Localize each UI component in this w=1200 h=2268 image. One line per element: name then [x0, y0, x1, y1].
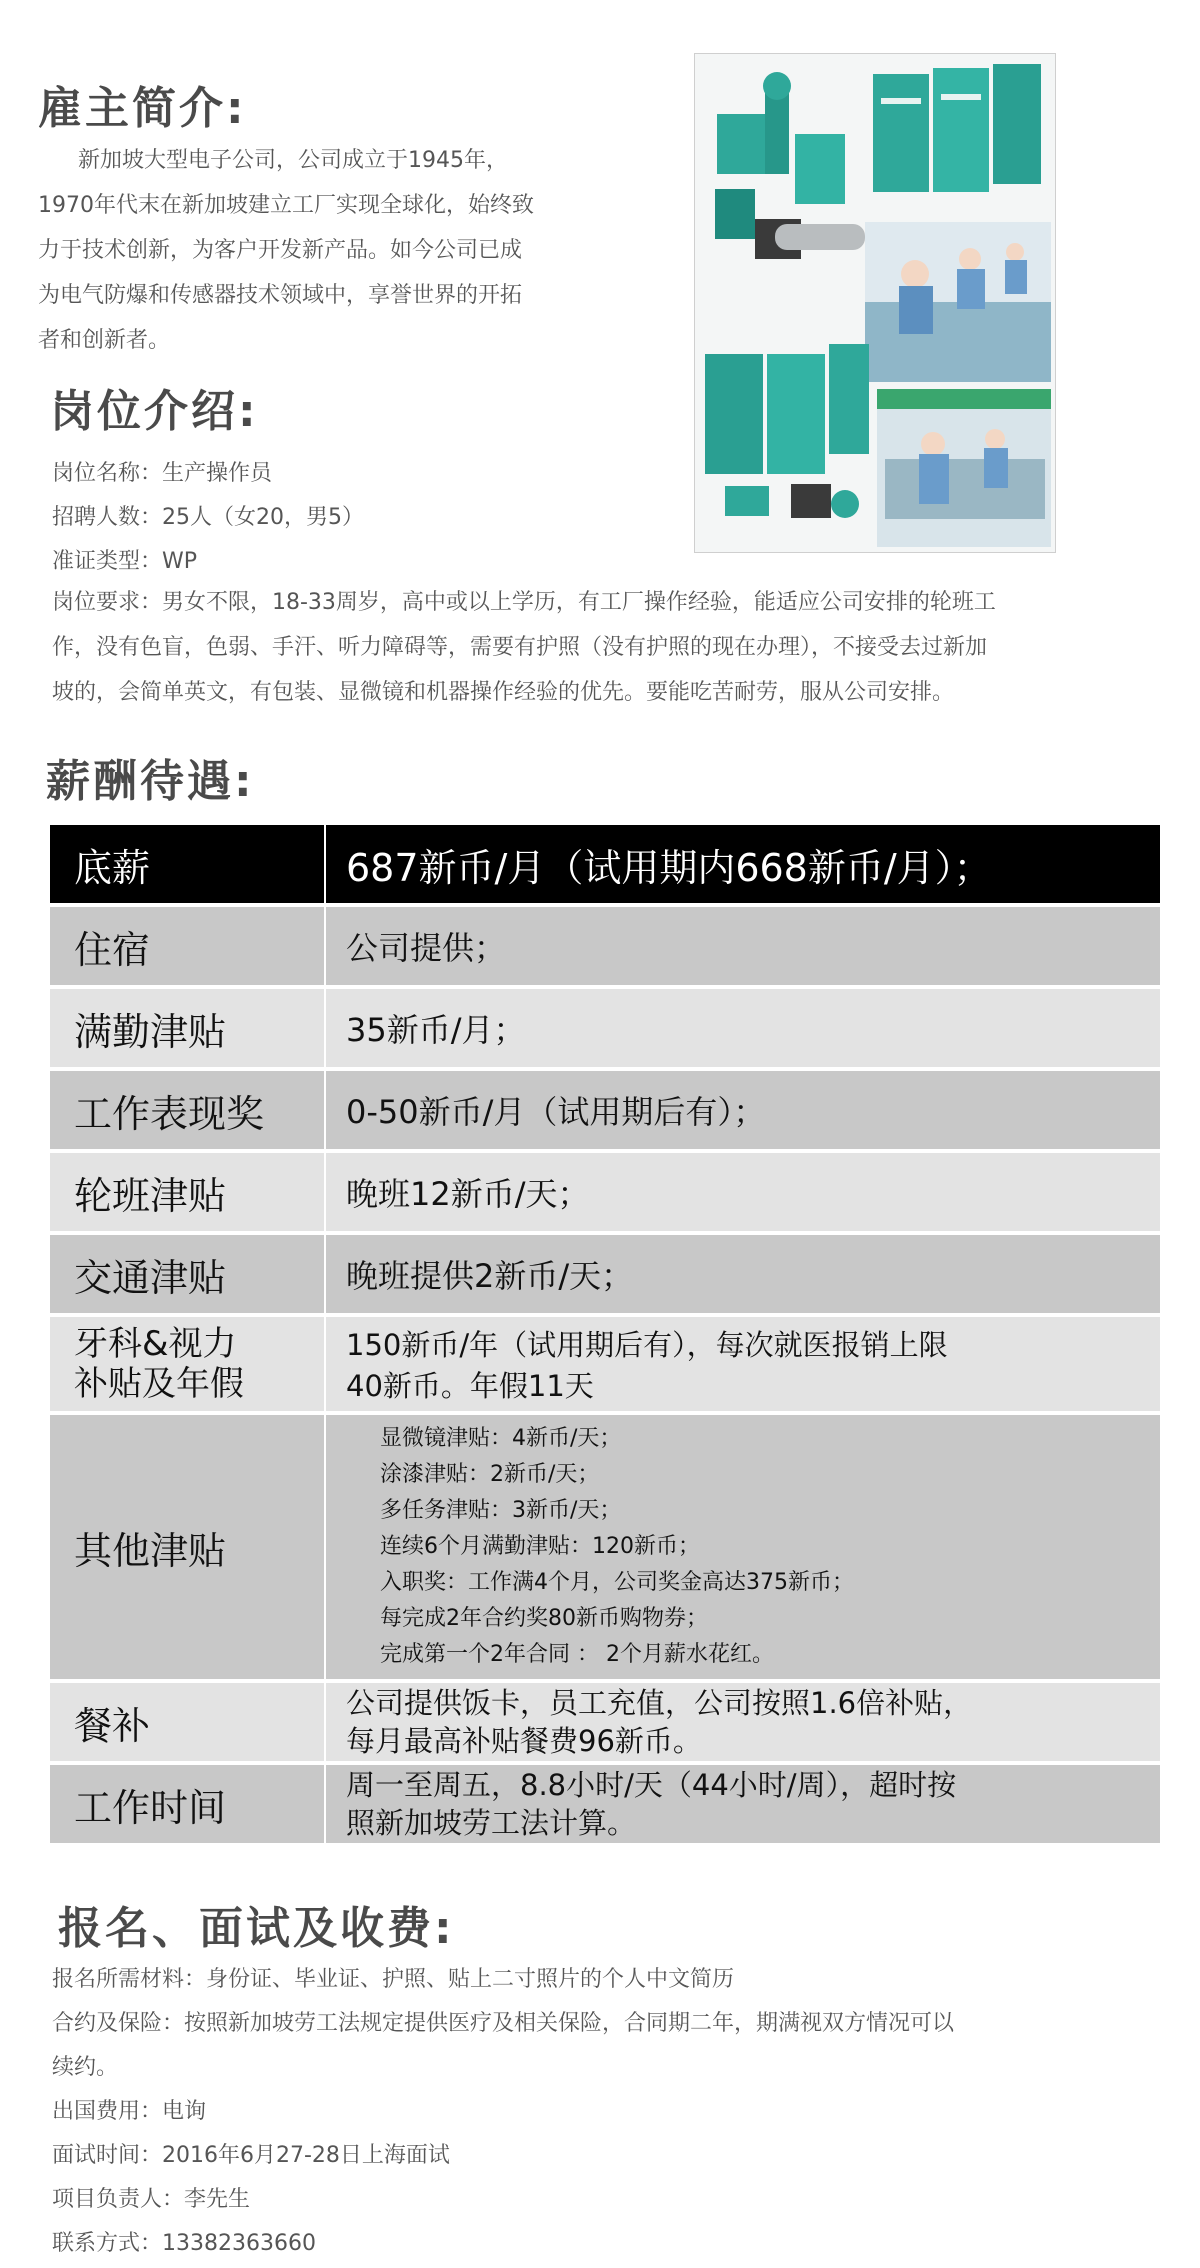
- position-requirements: [52, 580, 1172, 715]
- row-value-line: 公司提供饭卡，员工充值，公司按照1.6倍补贴，: [346, 1686, 973, 1720]
- row-key: 底薪: [74, 845, 151, 890]
- contract-insurance-cont: 续约。: [52, 2055, 119, 2080]
- position-title: 岗位介绍:: [50, 386, 259, 437]
- row-value: 晚班提供2新币/天；: [324, 1235, 1160, 1313]
- row-value-line: 完成第一个2年合同 ： 2个月薪水花红。: [380, 1642, 774, 1667]
- requirement-line: 坡的，会简单英文，有包装、显微镜和机器操作经验的优先。要能吃苦耐劳，服从公司安排。: [52, 680, 955, 705]
- row-value-line: 每完成2年合约奖80新币购物券；: [380, 1606, 708, 1631]
- row-value-line: 连续6个月满勤津贴：120新币；: [380, 1534, 700, 1559]
- row-value-line: 每月最高补贴餐费96新币。: [346, 1724, 702, 1758]
- row-key: 轮班津贴: [74, 1173, 227, 1218]
- interview-time: 面试时间：2016年6月27-28日上海面试: [52, 2143, 450, 2168]
- row-value-line: 照新加坡劳工法计算。: [346, 1806, 637, 1840]
- project-manager: 项目负责人：李先生: [52, 2187, 251, 2212]
- row-value: [324, 1415, 1160, 1679]
- table-row: [50, 1683, 1160, 1761]
- employer-line: 1970年代末在新加坡建立工厂实现全球化，始终致: [38, 193, 534, 218]
- row-key-line: 牙科&视力: [74, 1324, 237, 1364]
- row-value: 公司提供；: [324, 907, 1160, 985]
- row-value: [324, 1317, 1160, 1411]
- table-row: [50, 1415, 1160, 1679]
- row-value: 35新币/月；: [324, 989, 1160, 1067]
- row-value: 晚班12新币/天；: [324, 1153, 1160, 1231]
- row-value-line: 周一至周五，8.8小时/天（44小时/周），超时按: [346, 1768, 957, 1802]
- product-photo-collage: [694, 53, 1056, 553]
- table-row: [50, 907, 1160, 985]
- row-key: 餐补: [74, 1703, 151, 1748]
- row-key-line: 补贴及年假: [74, 1364, 244, 1404]
- recruit-count: 招聘人数：25人（女20，男5）: [52, 505, 364, 530]
- employer-line: 为电气防爆和传感器技术领域中，享誉世界的开拓: [38, 283, 523, 308]
- table-row: [50, 1153, 1160, 1231]
- row-value-line: 涂漆津贴：2新币/天；: [380, 1462, 600, 1487]
- row-value-line: 多任务津贴：3新币/天；: [380, 1498, 622, 1523]
- table-row: [50, 1765, 1160, 1843]
- row-value-line: 150新币/年（试用期后有），每次就医报销上限: [346, 1328, 948, 1362]
- row-key: 工作表现奖: [74, 1091, 265, 1136]
- row-value: 0-50新币/月（试用期后有）；: [324, 1071, 1160, 1149]
- employer-description: [38, 138, 678, 363]
- row-value-line: 入职奖：工作满4个月，公司奖金高达375新币；: [380, 1570, 854, 1595]
- requirement-line: 岗位要求：男女不限，18-33周岁，高中或以上学历，有工厂操作经验，能适应公司安排的轮班工: [52, 590, 996, 615]
- row-value-line: 40新币。年假11天: [346, 1369, 594, 1403]
- row-value: [324, 1765, 1160, 1843]
- row-key: [50, 1317, 324, 1411]
- table-row: [50, 825, 1160, 903]
- salary-title: 薪酬待遇:: [46, 756, 255, 807]
- requirement-line: 作，没有色盲，色弱、手汗、听力障碍等，需要有护照（没有护照的现在办理），不接受去过新加: [52, 635, 988, 660]
- visa-type: 准证类型：WP: [52, 549, 198, 574]
- contact-phone: 联系方式：13382363660: [52, 2231, 316, 2256]
- apply-materials: 报名所需材料：身份证、毕业证、护照、贴上二寸照片的个人中文简历: [52, 1967, 735, 1992]
- row-key: 满勤津贴: [74, 1009, 227, 1054]
- contract-insurance: 合约及保险：按照新加坡劳工法规定提供医疗及相关保险，合同期二年，期满视双方情况可以: [52, 2011, 955, 2036]
- position-name: 岗位名称：生产操作员: [52, 461, 273, 486]
- row-key: 工作时间: [74, 1785, 227, 1830]
- employer-line: 新加坡大型电子公司，公司成立于1945年，: [78, 148, 508, 173]
- row-value: 687新币/月（试用期内668新币/月）；: [324, 825, 1160, 903]
- apply-title: 报名、面试及收费:: [58, 1903, 455, 1954]
- departure-fee: 出国费用：电询: [52, 2099, 207, 2124]
- row-key: 交通津贴: [74, 1255, 227, 1300]
- table-row: [50, 1235, 1160, 1313]
- employer-title: 雇主简介:: [38, 83, 247, 134]
- employer-line: 者和创新者。: [38, 328, 171, 353]
- row-key: 其他津贴: [74, 1528, 227, 1573]
- row-value: [324, 1683, 1160, 1761]
- table-row: [50, 989, 1160, 1067]
- row-value-line: 显微镜津贴：4新币/天；: [380, 1426, 622, 1451]
- row-key: 住宿: [74, 927, 151, 972]
- table-row: [50, 1317, 1160, 1411]
- employer-line: 力于技术创新，为客户开发新产品。如今公司已成: [38, 238, 523, 263]
- table-row: [50, 1071, 1160, 1149]
